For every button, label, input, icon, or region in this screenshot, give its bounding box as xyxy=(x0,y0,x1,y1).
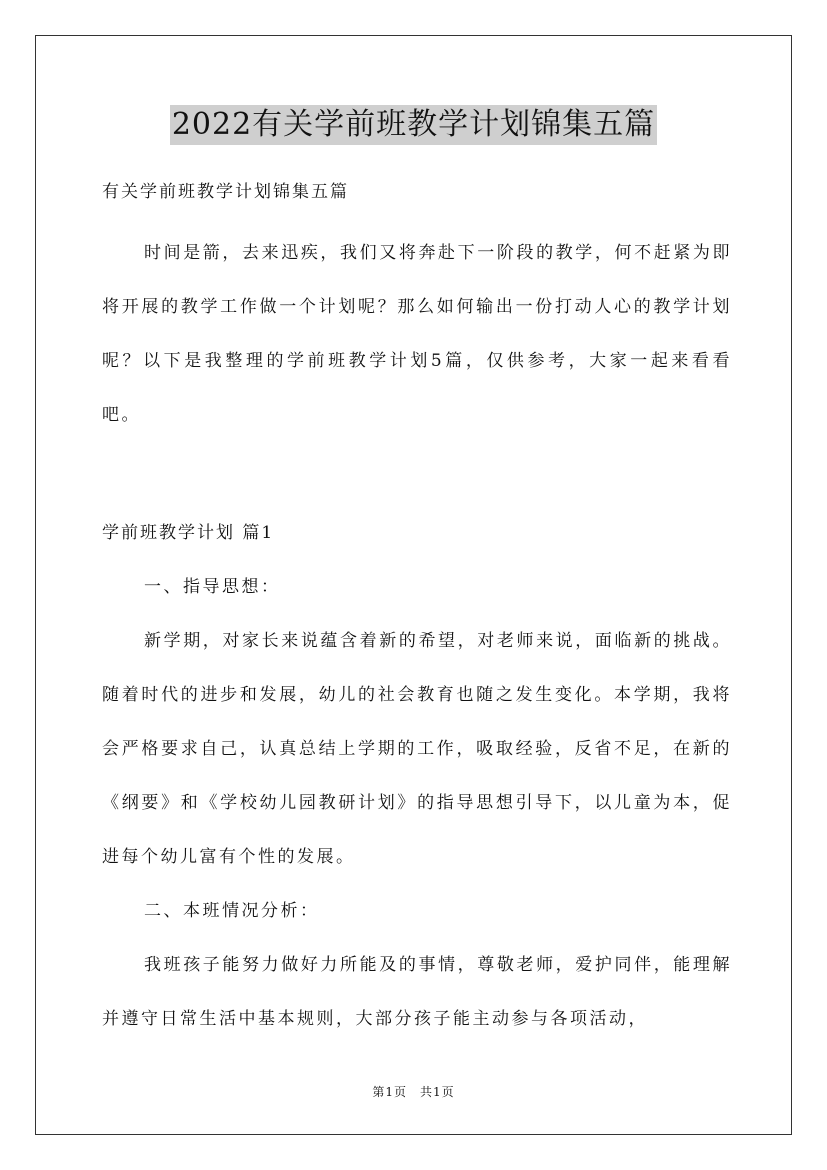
class-analysis-paragraph: 我班孩子能努力做好力所能及的事情，尊敬老师，爱护同伴，能理解并遵守日常生活中基本规则，大部分孩子能主动参与各项活动， xyxy=(102,955,732,1029)
intro-paragraph: 时间是箭，去来迅疾，我们又将奔赴下一阶段的教学，何不赶紧为即将开展的教学工作做一个计划呢？那么如何输出一份打动人心的教学计划呢？以下是我整理的学前班教学计划5篇，仅供参考，大家一起来看看吧。 xyxy=(102,243,732,425)
guiding-ideology-paragraph: 新学期，对家长来说蕴含着新的希望，对老师来说，面临新的挑战。随着时代的进步和发展，幼儿的社会教育也随之发生变化。本学期，我将会严格要求自己，认真总结上学期的工作，吸取经验，反省不足，在新的《纲要》和《学校幼儿园教研计划》的指导思想引导下，以儿童为本，促进每个幼儿富有个性的发展。 xyxy=(102,631,732,867)
page-footer: 第1页 共1页 xyxy=(372,1085,455,1099)
section-heading: 学前班教学计划 篇1 xyxy=(102,523,275,543)
document-body xyxy=(102,170,732,1046)
document-title-text: 2022有关学前班教学计划锦集五篇 xyxy=(170,105,657,145)
heading-guiding-ideology: 一、指导思想： xyxy=(144,577,281,597)
document-subtitle: 有关学前班教学计划锦集五篇 xyxy=(102,182,349,202)
document-title xyxy=(0,104,827,145)
heading-class-analysis: 二、本班情况分析： xyxy=(144,901,320,921)
